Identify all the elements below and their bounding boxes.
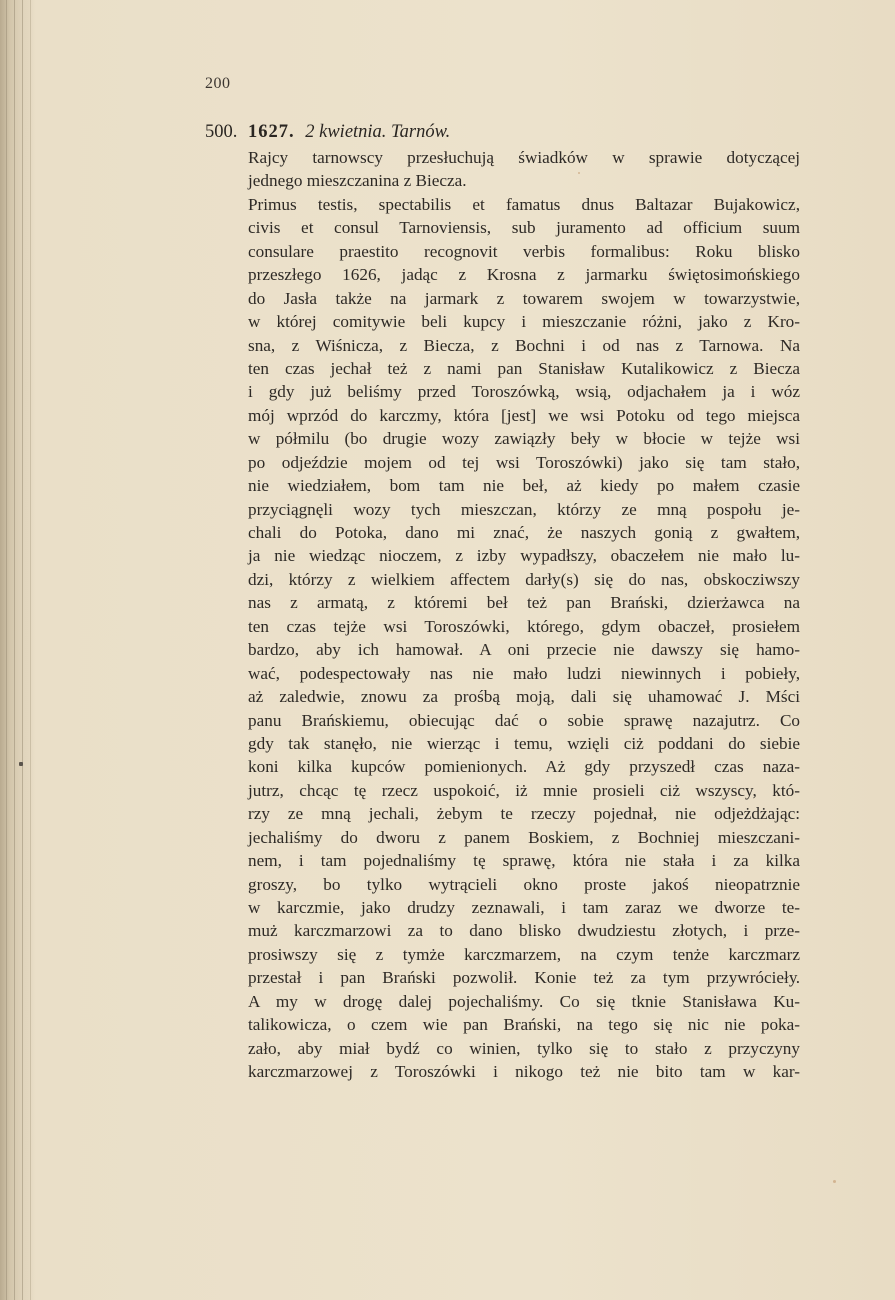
text-line: Primus testis, spectabilis et famatus dnus Baltazar Bujakowicz, — [248, 194, 800, 214]
paper-speck — [833, 1180, 836, 1183]
entry-date-place: 2 kwietnia. Tarnów. — [305, 122, 451, 142]
text-line: dzi, którzy z wielkiem affectem darły(s) się do nas, obskocziwszy — [248, 569, 800, 589]
text-line: przeszłego 1626, jadąc z Krosna z jarmarku świętosimońskiego — [248, 265, 800, 285]
text-line: groszy, bo tylko wytrącieli okno proste jakoś nieopatrznie — [248, 874, 800, 894]
summary-line: Rajcy tarnowscy przesłuchują świadków w sprawie dotyczącej — [248, 148, 800, 167]
text-line: aż zaledwie, znowu za prośbą moją, dali się uhamować J. Mści — [248, 687, 800, 707]
text-line: prosiwszy się z tymże karczmarzem, na czym tenże karczmarz — [248, 944, 800, 964]
spine-edge-line — [14, 0, 15, 1300]
text-line: nem, i tam pojednaliśmy tę sprawę, która nie stała i za kilka — [248, 851, 800, 871]
text-line: A my w drogę dalej pojechaliśmy. Co się tknie Stanisława Ku- — [248, 991, 800, 1011]
text-line: po odjeździe mojem od tej wsi Toroszówki) jako się tam stało, — [248, 452, 800, 472]
text-line: gdy tak stanęło, nie wierząc i temu, wzięli ciż poddani do siebie — [248, 733, 800, 753]
text-line: muż karczmarzowi za to dano blisko dwudziestu złotych, i prze- — [248, 921, 800, 941]
entry-number: 500. — [205, 122, 238, 142]
text-line: panu Brańskiemu, obiecując dać o sobie sprawę nazajutrz. Co — [248, 710, 800, 730]
text-line: wać, podespectowały nas nie mało ludzi niewinnych i pobieły, — [248, 663, 800, 683]
text-line: rzy ze mną jechali, żebym te rzeczy pojednał, nie odjeżdżając: — [248, 804, 800, 824]
text-line: consulare praestito recognovit verbis formalibus: Roku blisko — [248, 241, 800, 261]
text-line: ten czas jechał też z nami pan Stanisław Kutalikowicz z Biecza — [248, 358, 800, 378]
document-text — [248, 146, 800, 1084]
spine-edge-line — [30, 0, 31, 1300]
text-line: karczmarzowej z Toroszówki i nikogo też nie bito tam w kar- — [248, 1062, 800, 1082]
text-line: civis et consul Tarnoviensis, sub juramento ad officium suum — [248, 218, 800, 238]
text-line: sna, z Wiśnicza, z Biecza, z Bochni i od nas z Tarnowa. Na — [248, 335, 800, 355]
entry-summary — [248, 146, 800, 193]
spine-edge-line — [6, 0, 7, 1300]
page-number: 200 — [205, 75, 231, 92]
entry-heading — [205, 120, 805, 144]
text-line: nas z armatą, z któremi beł też pan Brański, dzierżawca na — [248, 593, 800, 613]
text-line: jutrz, chcąc tę rzecz uspokoić, iż mnie prosieli ciż wszyscy, któ- — [248, 780, 800, 800]
text-line: w półmilu (bo drugie wozy zawiązły beły w błocie w tejże wsi — [248, 429, 800, 449]
spine-edge-line — [22, 0, 23, 1300]
entry-body — [248, 193, 800, 1084]
text-line: zało, aby miał bydź co winien, tylko się to stało z przyczyny — [248, 1038, 800, 1058]
summary-line: jednego mieszczanina z Biecza. — [248, 171, 467, 191]
text-line: i gdy już beliśmy przed Toroszówką, wsią, odjachałem ja i wóz — [248, 382, 800, 402]
text-line: ten czas tejże wsi Toroszówki, którego, gdym obaczeł, prosiełem — [248, 616, 800, 636]
margin-mark — [19, 762, 23, 766]
text-line: chali do Potoka, dano mi znać, że naszych gonią z gwałtem, — [248, 523, 800, 542]
text-line: ja nie wiedząc nioczem, z izby wypadłszy, obaczełem nie mało lu- — [248, 546, 800, 566]
text-line: przyciągnęli wozy tych mieszczan, którzy ze mną pospołu je- — [248, 499, 800, 519]
text-line: przestał i pan Brański pozwolił. Konie też za tym przywróciełу. — [248, 968, 800, 988]
entry-year: 1627. — [248, 122, 295, 142]
text-line: jechaliśmy do dworu z panem Boskiem, z Bochniej mieszczani- — [248, 827, 800, 847]
text-line: w karczmie, jako drudzy zeznawali, i tam zaraz we dworze te- — [248, 898, 800, 917]
text-line: talikowicza, o czem wie pan Brański, na tego się nic nie poka- — [248, 1015, 800, 1035]
text-line: mój wprzód do karczmy, która [jest] we wsi Potoku od tego miejsca — [248, 405, 800, 425]
text-line: bardzo, aby ich hamował. A oni przecie nie dawszy się hamo- — [248, 640, 800, 660]
text-line: nie wiedziałem, bom tam nie beł, aż kiedy po małem czasie — [248, 476, 800, 496]
text-line: do Jasła także na jarmark z towarem swojem w towarzystwie, — [248, 288, 800, 308]
text-line: w której comitywie beli kupcy i mieszczanie różni, jako z Kro- — [248, 312, 800, 332]
text-line: koni kilka kupców pomienionych. Aż gdy przyszedł czas naza- — [248, 757, 800, 777]
